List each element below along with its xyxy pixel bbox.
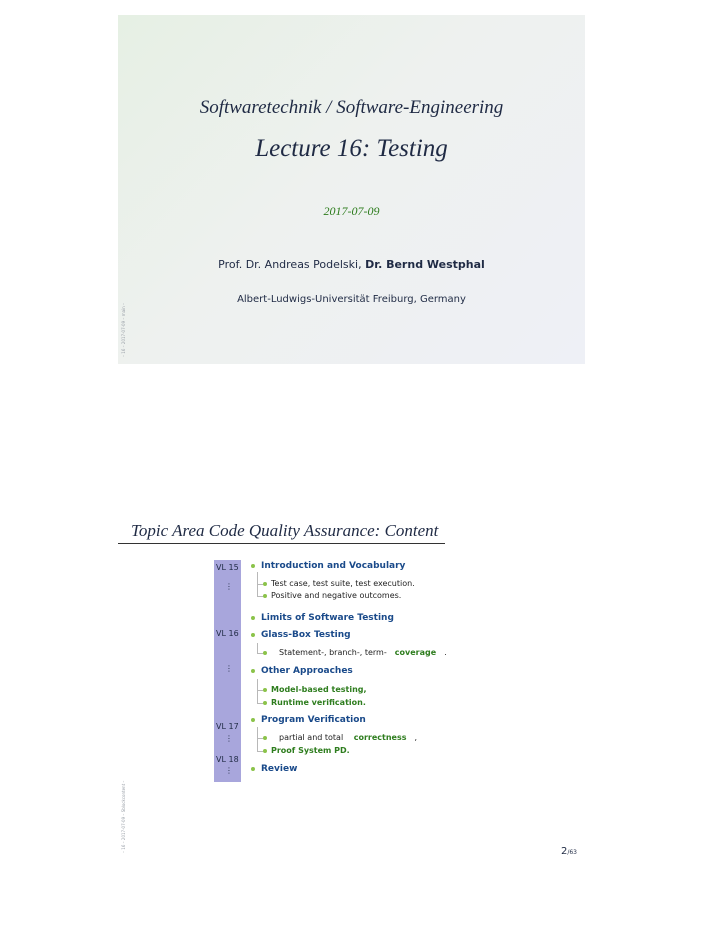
lecture-date: 2017-07-09 [323, 204, 380, 218]
page-number [561, 846, 577, 857]
vl-label-16: VL 16 [216, 629, 239, 638]
subtopic-outcomes: Positive and negative outcomes. [263, 591, 401, 600]
topic-other-approaches: Other Approaches [251, 666, 353, 676]
subtopic-correctness: partial and total correctness , [263, 733, 417, 742]
content-slide [118, 515, 585, 864]
affiliation: Albert-Ludwigs-Universität Freiburg, Germany [237, 294, 466, 305]
vl-label-17: VL 17 [216, 722, 239, 731]
subtopic-runtime-verification: Runtime verification. [263, 698, 366, 707]
lecture-title: Lecture 16: Testing [255, 135, 448, 162]
vertical-dots: ⋮ [225, 582, 233, 591]
topic-review: Review [251, 764, 297, 774]
course-subject: Softwaretechnik / Software-Engineering [199, 97, 504, 118]
topic-glass-box: Glass-Box Testing [251, 630, 351, 640]
title-rule [118, 543, 445, 544]
vl-label-18: VL 18 [216, 755, 239, 764]
subtopic-coverage: Statement-, branch-, term- coverage . [263, 648, 447, 657]
topic-introduction: Introduction and Vocabulary [251, 561, 405, 571]
slide-title: Topic Area Code Quality Assurance: Content [131, 521, 439, 540]
subtopic-proof-system: Proof System PD. [263, 746, 350, 755]
authors [118, 258, 585, 271]
vertical-dots: ⋮ [225, 734, 233, 743]
subtopic-model-based: Model-based testing, [263, 685, 367, 694]
vertical-dots: ⋮ [225, 766, 233, 775]
vertical-dots: ⋮ [225, 664, 233, 673]
author-bold: Dr. Bernd Westphal [365, 258, 485, 271]
topic-program-verification: Program Verification [251, 715, 366, 725]
page-current: 2 [560, 846, 568, 857]
title-slide [118, 15, 585, 364]
subtopic-test-case: Test case, test suite, test execution. [263, 579, 415, 588]
topic-limits: Limits of Software Testing [251, 613, 394, 623]
coverage-highlight: coverage [394, 648, 437, 657]
author-regular: Prof. Dr. Andreas Podelski, [218, 258, 362, 271]
correctness-highlight: correctness [353, 733, 407, 742]
page-total: /63 [567, 849, 577, 856]
margin-stamp: – 16 – 2017-07-09 – Sblockcontent – [121, 780, 126, 853]
vl-label-15: VL 15 [216, 563, 239, 572]
margin-stamp: – 16 – 2017-07-09 – main – [121, 303, 126, 357]
